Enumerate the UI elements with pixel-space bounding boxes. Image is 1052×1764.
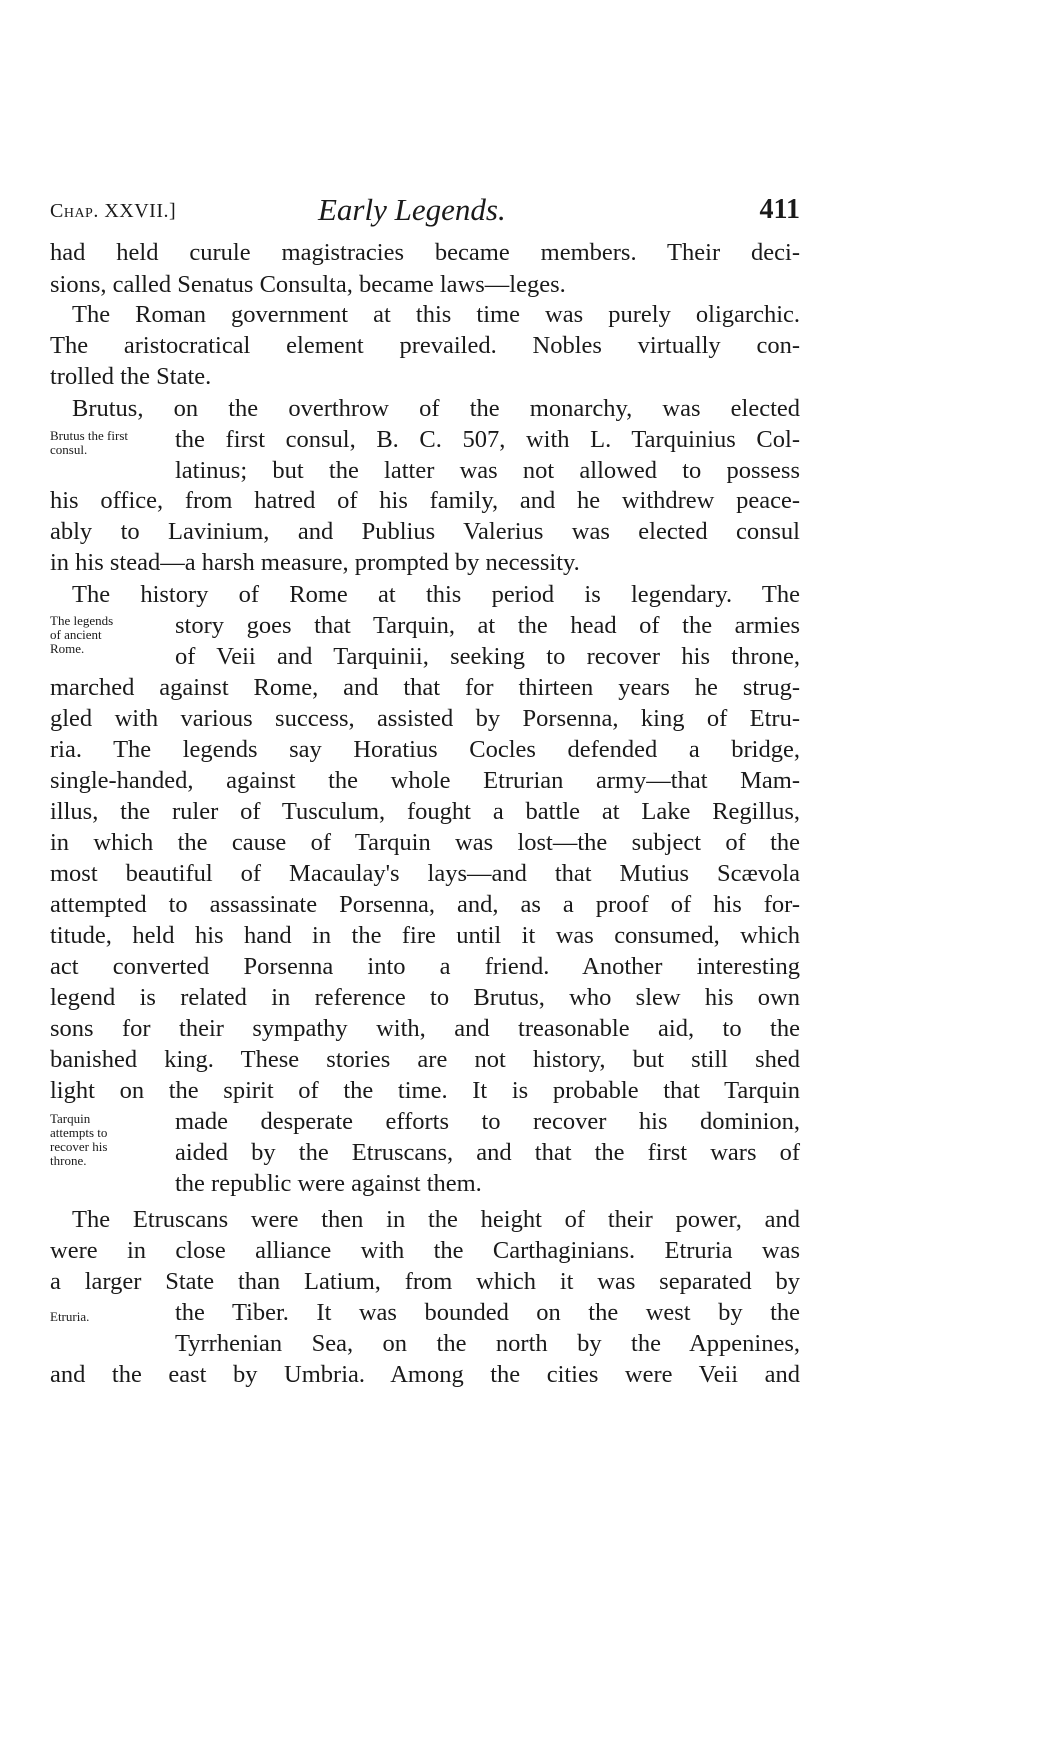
text-line: trolled the State. (50, 363, 212, 390)
text-line: sons for their sympathy with, and treasonable aid, to the (50, 1015, 800, 1042)
text-line: sions, called Senatus Consulta, became laws—leges. (50, 271, 566, 298)
text-line: act converted Porsenna into a friend. Another interesting (50, 953, 800, 980)
text-line: his office, from hatred of his family, and he withdrew peace- (50, 487, 800, 514)
text-line: The history of Rome at this period is legendary. The (72, 581, 800, 608)
chapter-label: Chap. XXVII.] (50, 200, 177, 222)
text-line: marched against Rome, and that for thirteen years he strug- (50, 674, 800, 701)
text-line: most beautiful of Macaulay's lays—and that Mutius Scævola (50, 860, 800, 887)
text-line: illus, the ruler of Tusculum, fought a battle at Lake Regillus, (50, 798, 800, 825)
running-title: Early Legends. (318, 192, 506, 227)
text-line: banished king. These stories are not history, but still shed (50, 1046, 800, 1073)
text-line: and the east by Umbria. Among the cities were Veii and (50, 1361, 800, 1388)
text-line: ably to Lavinium, and Publius Valerius was elected consul (50, 518, 800, 545)
text-line: light on the spirit of the time. It is probable that Tarquin (50, 1077, 800, 1104)
text-line: a larger State than Latium, from which it was separated by (50, 1268, 800, 1295)
text-line: The Etruscans were then in the height of their power, and (72, 1206, 800, 1233)
text-line: the first consul, B. C. 507, with L. Tarquinius Col- (175, 426, 800, 453)
text-line: The aristocratical element prevailed. Nobles virtually con- (50, 332, 800, 359)
text-line: aided by the Etruscans, and that the first wars of (175, 1139, 800, 1166)
text-line: of Veii and Tarquinii, seeking to recover his throne, (175, 643, 800, 670)
text-line: Tyrrhenian Sea, on the north by the Appenines, (175, 1330, 800, 1357)
text-line: ria. The legends say Horatius Cocles defended a bridge, (50, 736, 800, 763)
text-line: gled with various success, assisted by Porsenna, king of Etru- (50, 705, 800, 732)
text-line: titude, held his hand in the fire until it was consumed, which (50, 922, 800, 949)
text-line: were in close alliance with the Carthaginians. Etruria was (50, 1237, 800, 1264)
margin-note-etruria: Etruria. (50, 1309, 90, 1324)
text-line: the republic were against them. (175, 1170, 482, 1197)
text-line: story goes that Tarquin, at the head of the armies (175, 612, 800, 639)
text-line: in which the cause of Tarquin was lost—the subject of the (50, 829, 800, 856)
running-header (50, 192, 800, 232)
text-line: made desperate efforts to recover his dominion, (175, 1108, 800, 1135)
text-line: The Roman government at this time was purely oligarchic. (72, 301, 800, 328)
text-line: attempted to assassinate Porsenna, and, as a proof of his for- (50, 891, 800, 918)
margin-note-legends: The legends of ancient Rome. (50, 613, 114, 656)
margin-note-brutus: Brutus the first consul. (50, 428, 128, 457)
text-line: Brutus, on the overthrow of the monarchy, was elected (72, 395, 800, 422)
text-line: the Tiber. It was bounded on the west by the (175, 1299, 800, 1326)
text-line: legend is related in reference to Brutus, who slew his own (50, 984, 800, 1011)
text-line: single-handed, against the whole Etrurian army—that Mam- (50, 767, 800, 794)
page-number: 411 (759, 194, 800, 225)
text-line: in his stead—a harsh measure, prompted by necessity. (50, 549, 580, 576)
text-line: had held curule magistracies became members. Their deci- (50, 239, 800, 266)
text-line: latinus; but the latter was not allowed to possess (175, 457, 800, 484)
margin-note-tarquin: Tarquin attempts to recover his throne. (50, 1111, 108, 1168)
